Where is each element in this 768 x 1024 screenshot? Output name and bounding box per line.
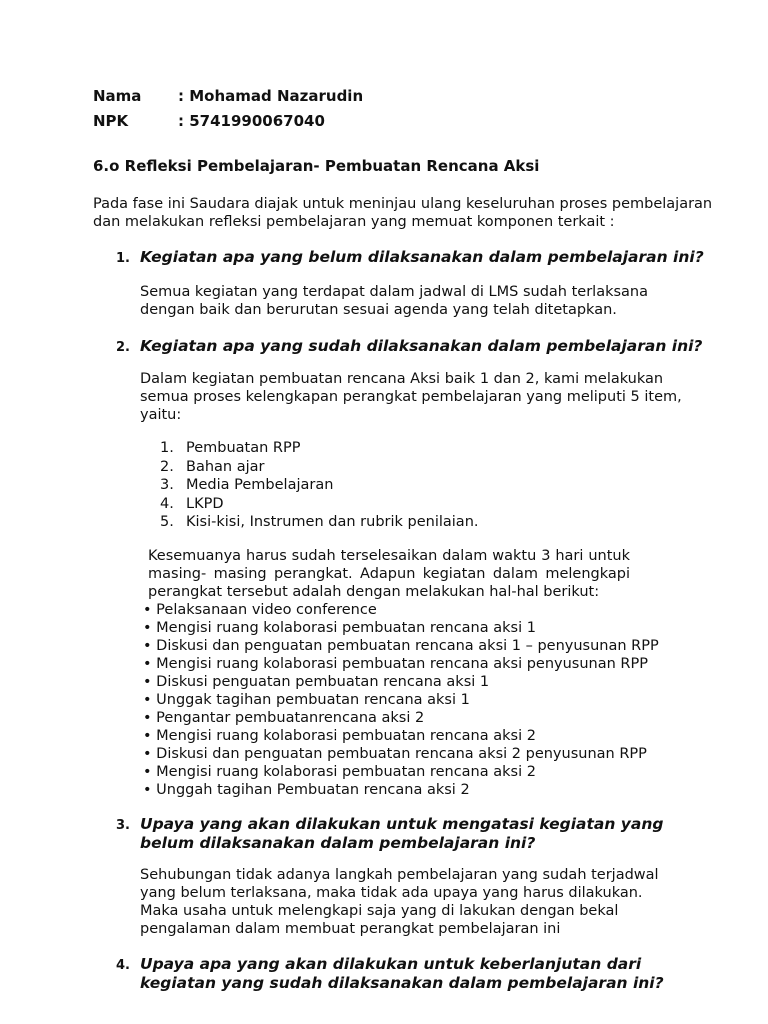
list-item: • Pengantar pembuatanrencana aksi 2	[143, 710, 425, 726]
question-title	[140, 815, 664, 853]
answer-paragraph	[140, 866, 659, 938]
list-item-text: Media Pembelajaran	[186, 477, 334, 494]
list-item-text: LKPD	[186, 495, 224, 512]
bullet-icon: •	[143, 674, 152, 690]
question-title-line: kegiatan yang sudah dilaksanakan dalam pembelajaran ini?	[140, 974, 664, 992]
question-title: Kegiatan apa yang sudah dilaksanakan dalam pembelajaran ini?	[140, 337, 703, 355]
bullet-icon: •	[143, 710, 152, 726]
answer-line: yang belum terlaksana, maka tidak ada upaya yang harus dilakukan.	[140, 885, 643, 901]
paragraph-line: masing- masing perangkat. Adapun kegiatan dalam melengkapi	[148, 566, 630, 582]
answer-line: Maka usaha untuk melengkapi saja yang di lakukan dengan bekal	[140, 903, 619, 919]
answer-line: Dalam kegiatan pembuatan rencana Aksi baik 1 dan 2, kami melakukan	[140, 371, 664, 387]
list-item: • Unggah tagihan Pembuatan rencana aksi 2	[143, 782, 470, 798]
bullet-icon: •	[143, 620, 152, 636]
answer-line: Sehubungan tidak adanya langkah pembelajaran yang sudah terjadwal	[140, 867, 659, 883]
list-item: • Mengisi ruang kolaborasi pembuatan rencana aksi 2	[143, 728, 536, 744]
bullet-icon: •	[143, 656, 152, 672]
section-title: 6.o Refleksi Pembelajaran- Pembuatan Rencana Aksi	[93, 157, 540, 175]
list-item: • Mengisi ruang kolaborasi pembuatan rencana aksi 2	[143, 764, 536, 780]
intro-line: dan melakukan refleksi pembelajaran yang memuat komponen terkait :	[93, 214, 615, 230]
question-title-line: belum dilaksanakan dalam pembelajaran ini?	[140, 834, 536, 852]
list-item: • Mengisi ruang kolaborasi pembuatan rencana aksi penyusunan RPP	[143, 656, 648, 672]
list-item-text: Bahan ajar	[186, 458, 265, 475]
bullet-icon: •	[143, 764, 152, 780]
answer-line: semua proses kelengkapan perangkat pembelajaran yang meliputi 5 item,	[140, 389, 682, 405]
list-item-text: Pembuatan RPP	[186, 440, 301, 456]
list-item-number: 2.	[160, 458, 174, 475]
activities-paragraph	[148, 547, 630, 601]
answer-paragraph	[140, 370, 682, 424]
list-item: • Diskusi penguatan pembuatan rencana aksi 1	[143, 674, 490, 690]
question-number: 2.	[116, 340, 130, 355]
bullet-icon: •	[143, 782, 152, 798]
name-value: : Mohamad Nazarudin	[178, 87, 364, 105]
question-title: Kegiatan apa yang belum dilaksanakan dalam pembelajaran ini?	[140, 248, 704, 266]
question-number: 3.	[116, 818, 130, 833]
bullet-icon: •	[143, 746, 152, 762]
answer-line: dengan baik dan berurutan sesuai agenda yang telah ditetapkan.	[140, 302, 617, 318]
npk-value: : 5741990067040	[178, 112, 325, 130]
name-label: Nama	[93, 87, 142, 105]
bullet-icon: •	[143, 728, 152, 744]
list-item-text: Kisi-kisi, Instrumen dan rubrik penilaian.	[186, 514, 479, 531]
list-item-number: 3.	[160, 477, 174, 494]
list-item: • Unggak tagihan pembuatan rencana aksi 1	[143, 692, 470, 708]
list-item-number: 4.	[160, 495, 174, 512]
answer-paragraph	[140, 283, 648, 319]
bullet-icon: •	[143, 692, 152, 708]
bullet-list	[143, 601, 659, 799]
question-title	[140, 955, 664, 993]
intro-line: Pada fase ini Saudara diajak untuk meninjau ulang keseluruhan proses pembelajaran	[93, 196, 713, 212]
question-title-line: Upaya apa yang akan dilakukan untuk keberlanjutan dari	[140, 955, 642, 973]
list-item: • Mengisi ruang kolaborasi pembuatan rencana aksi 1	[143, 620, 536, 636]
bullet-icon: •	[143, 638, 152, 654]
question-number: 1.	[116, 251, 130, 266]
list-item: • Pelaksanaan video conference	[143, 602, 377, 618]
bullet-icon: •	[143, 602, 152, 618]
question-number: 4.	[116, 958, 130, 973]
list-item: • Diskusi dan penguatan pembuatan rencana aksi 1 – penyusunan RPP	[143, 638, 659, 654]
paragraph-line: Kesemuanya harus sudah terselesaikan dalam waktu 3 hari untuk	[148, 548, 630, 564]
list-item: • Diskusi dan penguatan pembuatan rencana aksi 2 penyusunan RPP	[143, 746, 647, 762]
question-title-line: Upaya yang akan dilakukan untuk mengatasi kegiatan yang	[140, 815, 664, 833]
answer-line: yaitu:	[140, 407, 182, 423]
paragraph-line: perangkat tersebut adalah dengan melakukan hal-hal berikut:	[148, 584, 600, 600]
answer-line: pengalaman dalam membuat perangkat pembelajaran ini	[140, 921, 561, 937]
answer-line: Semua kegiatan yang terdapat dalam jadwal di LMS sudah terlaksana	[140, 284, 648, 300]
list-item-number: 5.	[160, 514, 174, 531]
npk-label: NPK	[93, 112, 129, 130]
list-item-number: 1.	[160, 440, 174, 456]
intro-paragraph	[93, 195, 712, 231]
